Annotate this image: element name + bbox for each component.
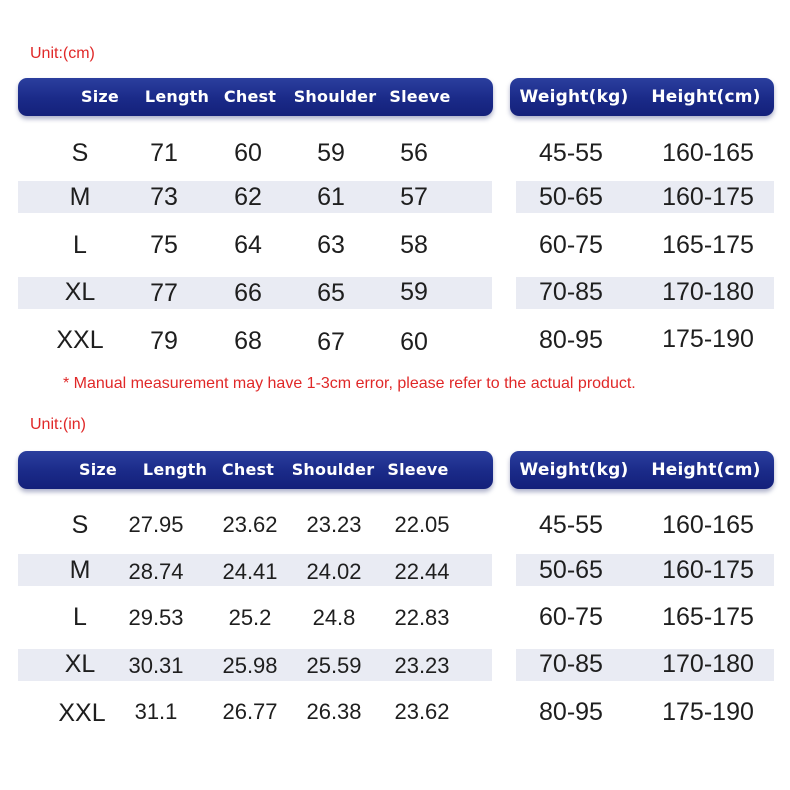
- cell-size: M: [69, 183, 91, 211]
- unit-label-in: Unit:(in): [30, 416, 87, 433]
- cell-size: L: [73, 603, 87, 631]
- cell-size: XL: [64, 278, 96, 306]
- measurement-note: * Manual measurement may have 1-3cm error, please refer to the actual product.: [63, 375, 636, 392]
- cell-weight: 50-65: [539, 183, 603, 211]
- cell-size: XXL: [56, 326, 104, 354]
- header-length: Length: [144, 87, 210, 106]
- cell-length: 73: [150, 183, 178, 211]
- cell-weight: 60-75: [539, 231, 603, 259]
- cell-length: 79: [150, 327, 178, 355]
- cell-sleeve: 57: [400, 183, 428, 211]
- cell-height: 170-180: [662, 278, 754, 306]
- cell-size: XXL: [58, 699, 106, 727]
- cell-sleeve: 58: [400, 231, 428, 259]
- fit-table-header-in: [510, 451, 774, 489]
- cell-length: 30.31: [128, 653, 184, 678]
- cell-height: 175-190: [662, 325, 754, 353]
- cell-length: 29.53: [128, 605, 184, 630]
- cell-shoulder: 26.38: [306, 699, 362, 724]
- cell-length: 71: [150, 139, 178, 167]
- cell-shoulder: 65: [317, 279, 345, 307]
- cell-size: S: [71, 139, 89, 167]
- cell-shoulder: 61: [317, 183, 345, 211]
- size-table-header-in: [18, 451, 493, 489]
- cell-chest: 23.62: [222, 512, 278, 537]
- cell-height: 170-180: [662, 650, 754, 678]
- cell-chest: 68: [234, 327, 262, 355]
- header-height: Height(cm): [651, 460, 761, 480]
- cell-weight: 50-65: [539, 556, 603, 584]
- cell-shoulder: 25.59: [306, 653, 362, 678]
- cell-length: 27.95: [128, 512, 184, 537]
- cell-sleeve: 56: [400, 139, 428, 167]
- cell-sleeve: 23.23: [394, 653, 450, 678]
- cell-shoulder: 23.23: [306, 512, 362, 537]
- cell-shoulder: 67: [317, 328, 345, 356]
- size-table-header-cm: [18, 78, 493, 116]
- cell-chest: 24.41: [222, 559, 278, 584]
- header-chest: Chest: [221, 460, 275, 479]
- cell-height: 165-175: [662, 603, 754, 631]
- header-shoulder: Shoulder: [293, 87, 377, 106]
- cell-height: 160-165: [662, 511, 754, 539]
- cell-size: L: [73, 231, 87, 259]
- header-length: Length: [142, 460, 208, 479]
- cell-shoulder: 24.02: [306, 559, 362, 584]
- cell-length: 28.74: [128, 559, 184, 584]
- cell-length: 31.1: [134, 699, 178, 724]
- header-size: Size: [81, 87, 119, 106]
- cell-chest: 60: [234, 139, 262, 167]
- header-weight: Weight(kg): [519, 87, 629, 107]
- cell-sleeve: 60: [400, 328, 428, 356]
- cell-chest: 26.77: [222, 699, 278, 724]
- cell-weight: 60-75: [539, 603, 603, 631]
- cell-sleeve: 22.05: [394, 512, 450, 537]
- cell-size: XL: [64, 650, 96, 678]
- cell-sleeve: 22.83: [394, 605, 450, 630]
- cell-chest: 64: [234, 231, 262, 259]
- header-weight: Weight(kg): [519, 460, 629, 480]
- cell-weight: 80-95: [539, 326, 603, 354]
- cell-chest: 62: [234, 183, 262, 211]
- cell-weight: 45-55: [539, 139, 603, 167]
- cell-chest: 25.2: [228, 605, 272, 630]
- cell-length: 75: [150, 231, 178, 259]
- header-sleeve: Sleeve: [387, 460, 449, 479]
- cell-height: 175-190: [662, 698, 754, 726]
- cell-weight: 45-55: [539, 511, 603, 539]
- cell-shoulder: 59: [317, 139, 345, 167]
- cell-height: 165-175: [662, 231, 754, 259]
- unit-label-cm: Unit:(cm): [30, 45, 95, 62]
- cell-sleeve: 59: [400, 278, 428, 306]
- header-shoulder: Shoulder: [291, 460, 375, 479]
- cell-weight: 70-85: [539, 278, 603, 306]
- cell-shoulder: 24.8: [312, 605, 356, 630]
- cell-size: S: [71, 511, 89, 539]
- cell-shoulder: 63: [317, 231, 345, 259]
- cell-chest: 66: [234, 279, 262, 307]
- header-chest: Chest: [223, 87, 277, 106]
- header-sleeve: Sleeve: [389, 87, 451, 106]
- cell-sleeve: 22.44: [394, 559, 450, 584]
- header-height: Height(cm): [651, 87, 761, 107]
- cell-sleeve: 23.62: [394, 699, 450, 724]
- cell-height: 160-165: [662, 139, 754, 167]
- header-size: Size: [79, 460, 117, 479]
- cell-weight: 70-85: [539, 650, 603, 678]
- cell-height: 160-175: [662, 183, 754, 211]
- cell-weight: 80-95: [539, 698, 603, 726]
- cell-height: 160-175: [662, 556, 754, 584]
- cell-chest: 25.98: [222, 653, 278, 678]
- cell-size: M: [69, 556, 91, 584]
- cell-length: 77: [150, 279, 178, 307]
- fit-table-header-cm: [510, 78, 774, 116]
